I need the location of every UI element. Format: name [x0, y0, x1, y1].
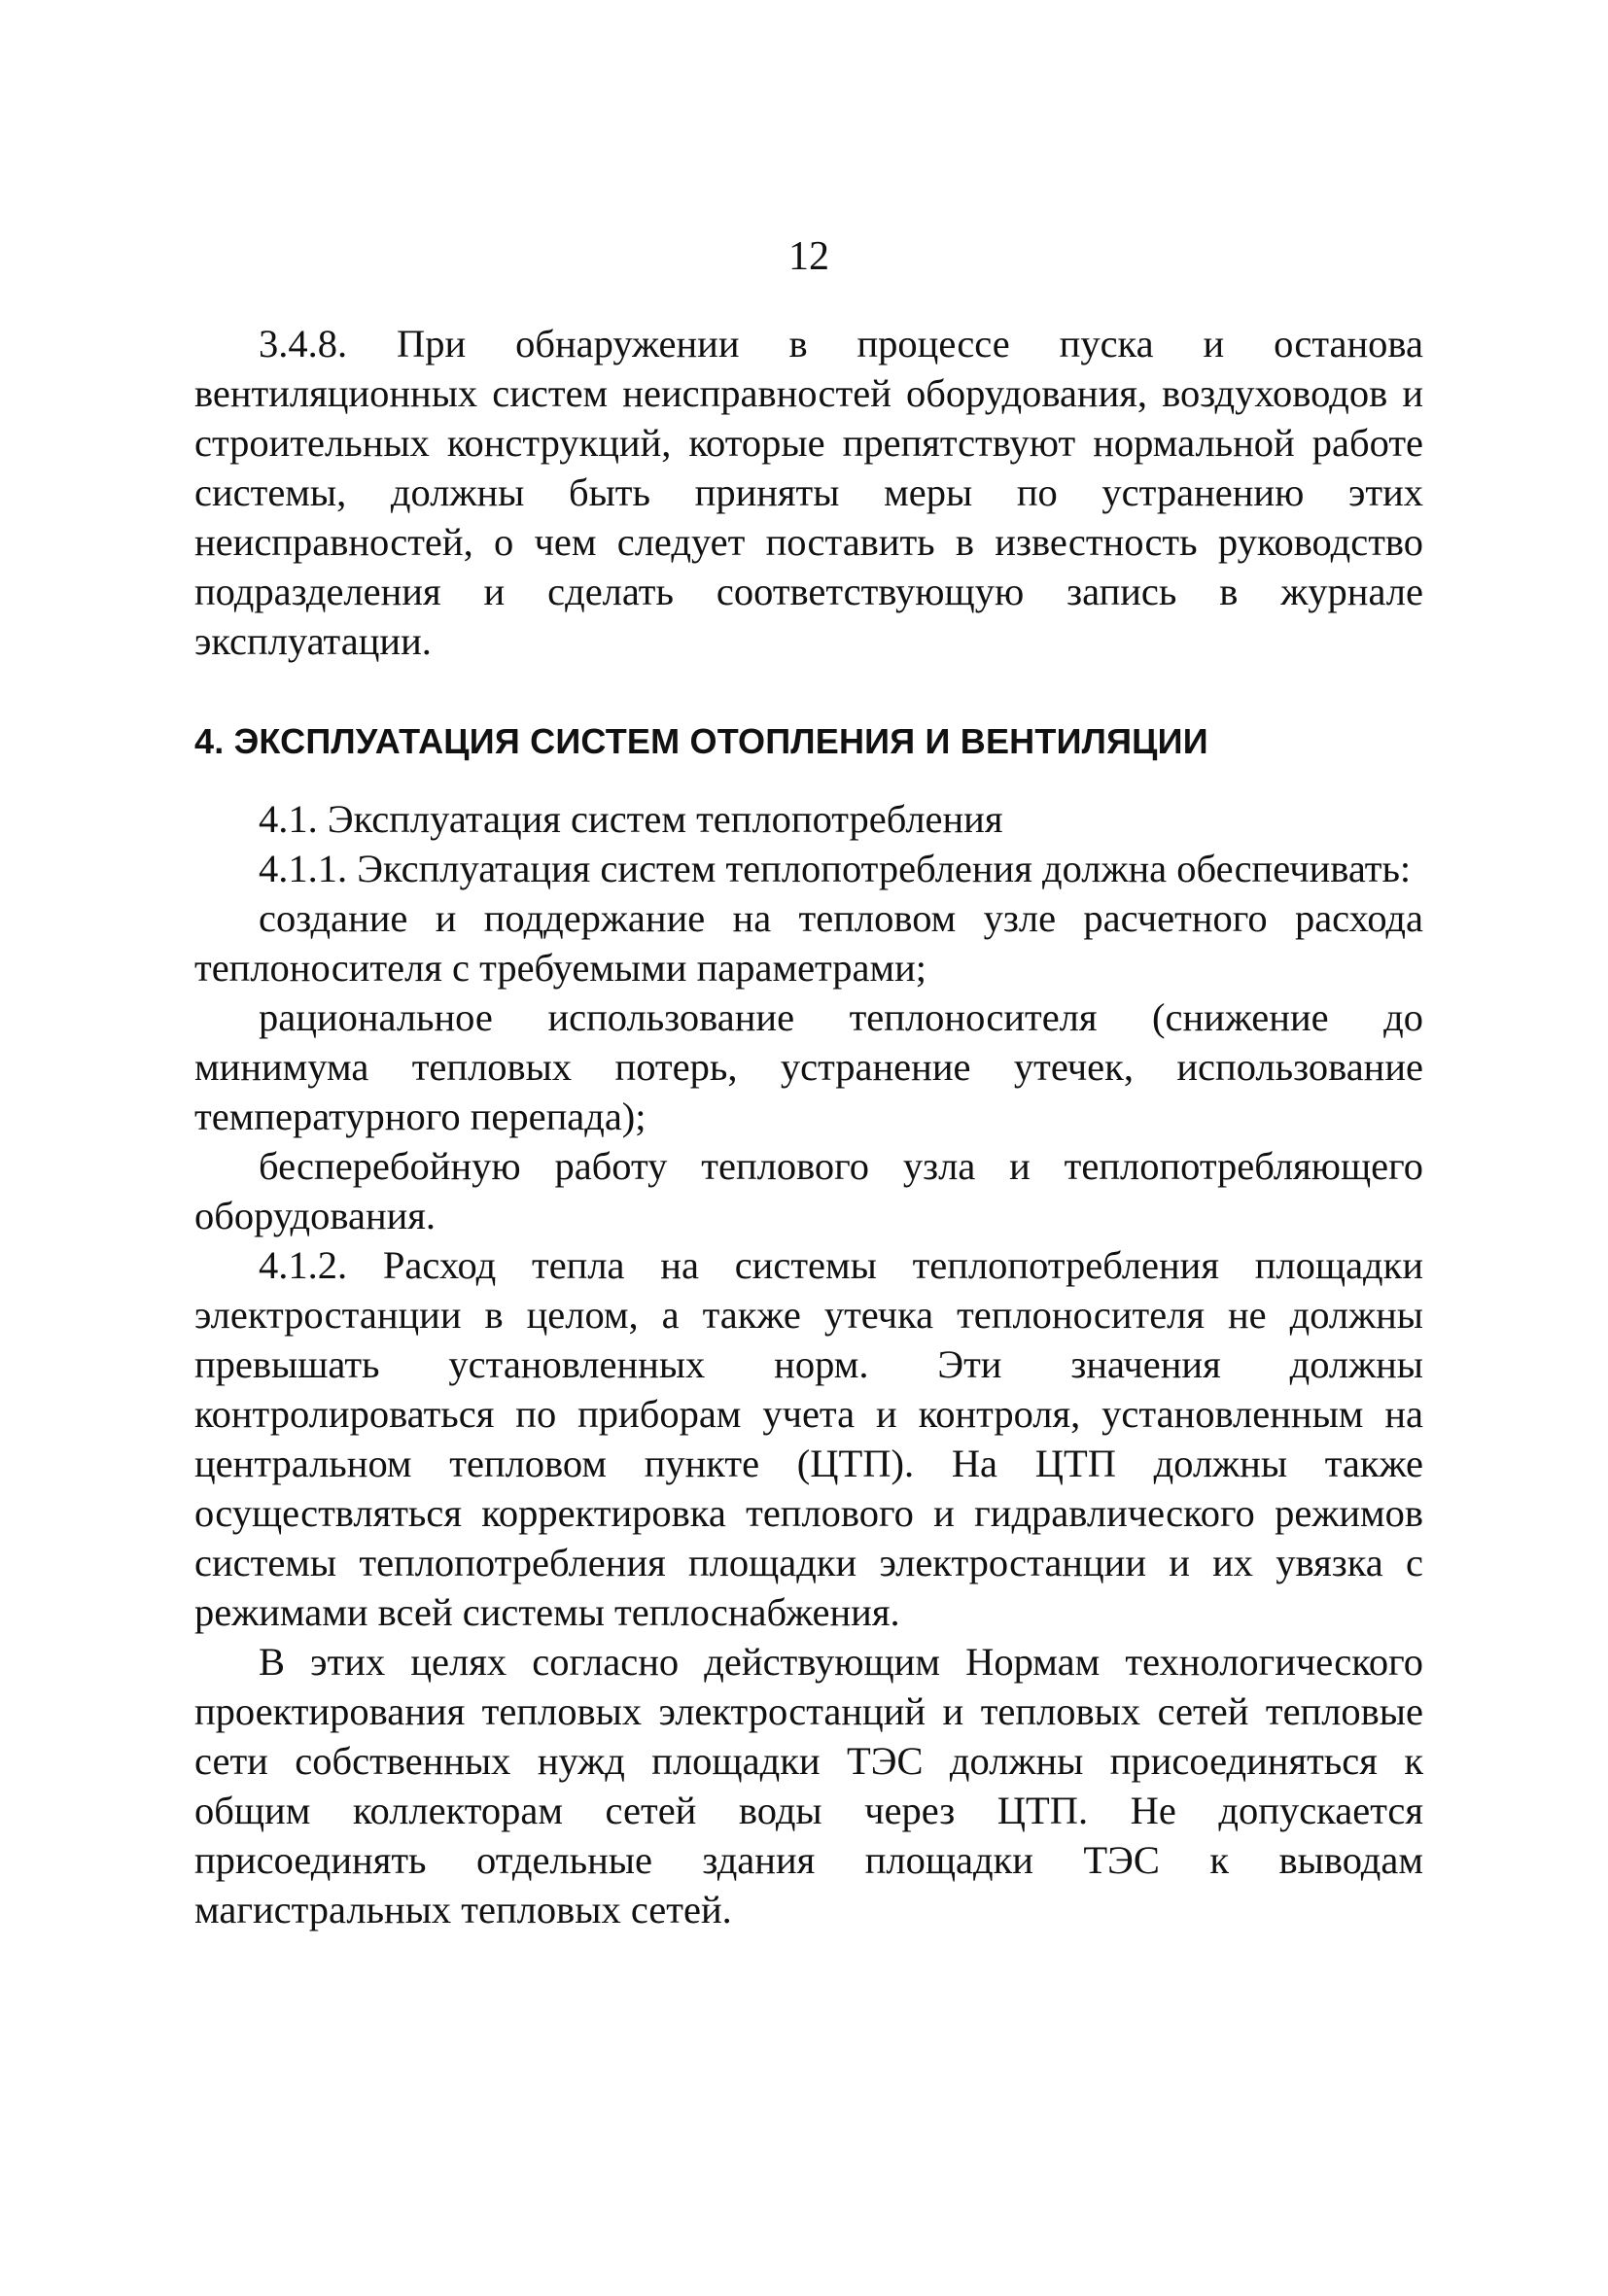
list-item: бесперебойную работу теплового узла и теплопотребляющего оборудования.	[194, 1144, 1423, 1237]
page-number: 12	[788, 234, 829, 279]
paragraph-4-1-2: 4.1.2. Расход тепла на системы теплопотребления площадки электростанции в целом, а также утечка теплоносителя не должны превышать установленных норм. Эти значения должны контролироваться по приборам учета и контроля, установленным на центральном тепловом пункте (ЦТП). На ЦТП должны также осуществляться корректировка теплового и гидравлического режимов системы теплопотребления площадки электростанции и их увязка с режимами всей системы теплоснабжения.	[194, 1243, 1423, 1634]
paragraph-4-1-1-intro: 4.1.1. Эксплуатация систем теплопотребления должна обеспечивать:	[259, 847, 1412, 890]
list-item: создание и поддержание на тепловом узле расчетного расхода теплоносителя с требуемыми параметрами;	[194, 896, 1423, 990]
chapter-4-heading: 4. ЭКСПЛУАТАЦИЯ СИСТЕМ ОТОПЛЕНИЯ И ВЕНТИЛЯЦИИ	[194, 721, 1208, 761]
paragraph-tes-connection: В этих целях согласно действующим Нормам технологического проектирования тепловых электростанций и тепловых сетей тепловые сети собственных нужд площадки ТЭС должны присоединяться к общим коллекторам сетей воды через ЦТП. Не допускается присоединять отдельные здания площадки ТЭС к выводам магистральных тепловых сетей.	[194, 1640, 1423, 1931]
document-body	[194, 319, 1423, 1934]
paragraph-3-4-8: 3.4.8. При обнаружении в процессе пуска и останова вентиляционных систем неисправностей оборудования, воздуховодов и строительных конструкций, которые препятствуют нормальной работе системы, должны быть приняты меры по устранению этих неисправностей, о чем следует поставить в известность руководство подразделения и сделать соответствующую запись в журнале эксплуатации.	[194, 322, 1423, 663]
document-page	[194, 0, 1423, 2296]
subsection-4-1-title: 4.1. Эксплуатация систем теплопотребления	[259, 797, 1003, 841]
list-item: рациональное использование теплоносителя (снижение до минимума тепловых потерь, устранение утечек, использование температурного перепада);	[194, 995, 1423, 1138]
